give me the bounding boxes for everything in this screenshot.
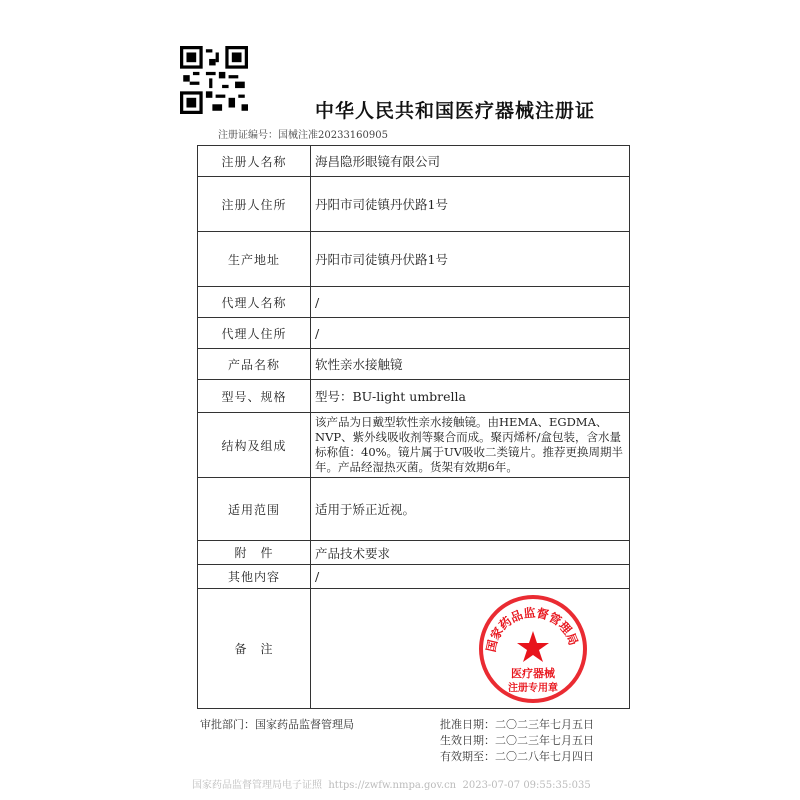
seal-ring-text: 国家药品监督管理局 (483, 605, 581, 654)
row-label: 型号、规格 (198, 380, 311, 413)
registration-number: 注册证编号：国械注准20233160905 (218, 130, 388, 141)
row-label: 注册人名称 (198, 146, 311, 177)
row-label: 备 注 (198, 589, 311, 709)
row-value: / (311, 287, 630, 318)
table-row (198, 232, 630, 287)
table-row (198, 589, 630, 709)
table-row (198, 318, 630, 349)
seal-line2: 注册专用章 (508, 683, 558, 694)
table-row (198, 413, 630, 478)
table-row (198, 146, 630, 177)
row-label: 其他内容 (198, 565, 311, 589)
row-value: 丹阳市司徒镇丹伏路1号 (311, 177, 630, 232)
table-row (198, 565, 630, 589)
approval-date: 批准日期：二〇二三年七月五日 (440, 718, 594, 731)
remark-cell (311, 589, 630, 709)
seal-line1: 医疗器械 (511, 667, 555, 680)
row-label: 代理人名称 (198, 287, 311, 318)
table-row (198, 349, 630, 380)
table-row (198, 380, 630, 413)
approval-department: 审批部门：国家药品监督管理局 (200, 718, 354, 731)
row-value: 该产品为日戴型软性亲水接触镜。由HEMA、EGDMA、NVP、紫外线吸收剂等聚合而成。聚丙烯杯/盒包装，含水量标称值：40%。镜片属于UV吸收二类镜片。推荐更换周期半年。产品经湿热灭菌。货架有效期6年。 (311, 413, 630, 478)
official-seal (477, 593, 589, 705)
row-label: 适用范围 (198, 478, 311, 541)
row-label: 生产地址 (198, 232, 311, 287)
row-value: / (311, 565, 630, 589)
row-value: 型号：BU-light umbrella (311, 380, 630, 413)
table-row (198, 177, 630, 232)
expiry-date: 有效期至：二〇二八年七月四日 (440, 750, 594, 763)
table-row (198, 287, 630, 318)
row-label: 代理人住所 (198, 318, 311, 349)
row-value: 丹阳市司徒镇丹伏路1号 (311, 232, 630, 287)
table-row (198, 541, 630, 565)
certificate-title: 中华人民共和国医疗器械注册证 (314, 100, 595, 122)
row-label: 注册人住所 (198, 177, 311, 232)
row-value: 软性亲水接触镜 (311, 349, 630, 380)
certificate-table (197, 145, 630, 709)
table-row (198, 478, 630, 541)
row-value: 适用于矫正近视。 (311, 478, 630, 541)
row-label: 附 件 (198, 541, 311, 565)
e-certificate-watermark: 国家药品监督管理局电子证照 https://zwfw.nmpa.gov.cn 2023-07-07 09:55:35:035 (192, 780, 591, 791)
row-value: 产品技术要求 (311, 541, 630, 565)
row-value: / (311, 318, 630, 349)
certificate-footer (197, 717, 630, 765)
date-block (440, 717, 594, 765)
certificate-body (197, 145, 630, 765)
row-value: 海昌隐形眼镜有限公司 (311, 146, 630, 177)
row-label: 结构及组成 (198, 413, 311, 478)
row-label: 产品名称 (198, 349, 311, 380)
effective-date: 生效日期：二〇二三年七月五日 (440, 734, 594, 747)
